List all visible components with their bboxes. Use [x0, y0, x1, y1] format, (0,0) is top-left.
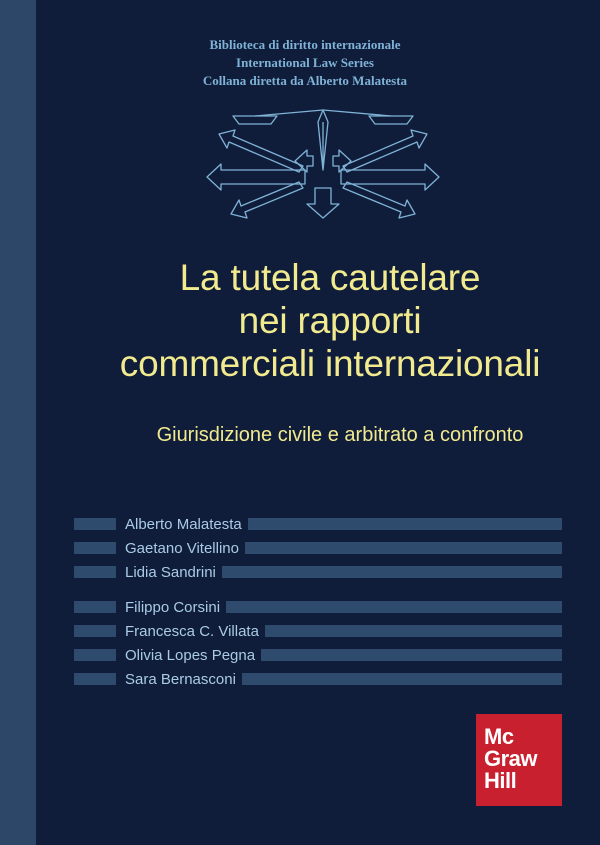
series-editor: Collana diretta da Alberto Malatesta	[202, 73, 408, 88]
author-row	[74, 563, 562, 581]
author-bar-right	[222, 566, 562, 578]
author-bar-left	[74, 649, 116, 661]
author-row	[74, 598, 562, 616]
series-name-it: Biblioteca di diritto internazionale	[209, 37, 401, 52]
logo-line-1: Mc	[484, 724, 514, 749]
author-bar-right	[245, 542, 562, 554]
author-bar-left	[74, 542, 116, 554]
mcgraw-hill-logo	[476, 714, 562, 806]
author-name: Sara Bernasconi	[125, 670, 236, 688]
scales-of-justice-icon	[205, 108, 441, 220]
author-name: Alberto Malatesta	[125, 515, 242, 533]
author-name: Lidia Sandrini	[125, 563, 216, 581]
author-bar-right	[242, 673, 562, 685]
author-bar-right	[265, 625, 562, 637]
author-bar-left	[74, 673, 116, 685]
author-bar-right	[226, 601, 562, 613]
title-line-1: La tutela cautelare	[179, 257, 481, 298]
series-block	[170, 36, 440, 90]
author-row	[74, 670, 562, 688]
logo-line-3: Hill	[484, 768, 517, 793]
author-bar-right	[261, 649, 562, 661]
author-name: Filippo Corsini	[125, 598, 221, 616]
book-subtitle: Giurisdizione civile e arbitrato a confronto	[156, 424, 524, 446]
author-row	[74, 622, 562, 640]
logo-line-2: Graw	[484, 746, 538, 771]
author-name: Gaetano Vitellino	[125, 539, 239, 557]
author-bar-right	[248, 518, 562, 530]
book-title	[60, 256, 600, 385]
author-bar-left	[74, 625, 116, 637]
spine-band	[0, 0, 36, 845]
author-row	[74, 646, 562, 664]
author-bar-left	[74, 518, 116, 530]
author-bar-left	[74, 566, 116, 578]
title-line-3: commerciali internazionali	[119, 343, 541, 384]
author-row	[74, 539, 562, 557]
author-bar-left	[74, 601, 116, 613]
title-line-2: nei rapporti	[238, 300, 422, 341]
author-row	[74, 515, 562, 533]
series-name-en: International Law Series	[236, 55, 374, 70]
author-name: Francesca C. Villata	[125, 622, 259, 640]
author-name: Olivia Lopes Pegna	[125, 646, 256, 664]
